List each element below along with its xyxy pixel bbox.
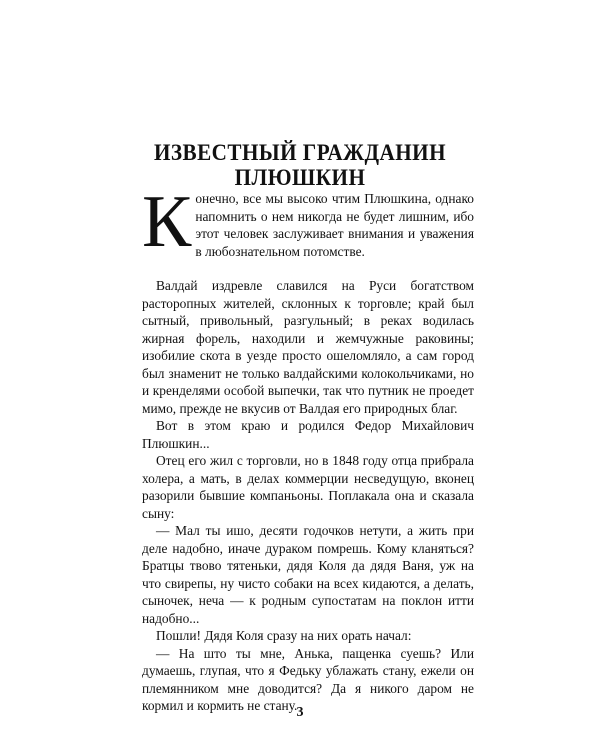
paragraph-1-text: онечно, все мы высоко чтим Плюшкина, однако напомнить о нем никогда не будет лишним, ибо этот человек заслуживает внимания и уважения в любознательном потомстве. [195,191,474,259]
paragraph-5: — Мал ты ишо, десяти годочков нетути, а жить при деле надобно, иначе дураком помрешь. Кому кланяться? Братцы твово тятеньки, дядя Коля да дядя Ваня, уж на что свирепы, ну чисто собаки на всех кидаются, а делать, сыночек, неча — к родным супостатам на поклон итти надобно... [142,523,474,626]
paragraph-7: — На што ты мне, Анька, пащенка суешь? Или думаешь, глупая, что я Федьку ублажать стану, ежели он племянником мне доводится? Да я никого даром не кормил и кормить не стану. [142,645,474,713]
paragraph-1 [142,181,474,263]
chapter-title-line-2: ПЛЮШКИН [234,165,366,190]
page-number: 3 [296,705,304,720]
paragraph-3: Вот в этом краю и родился Федор Михайлович Плюшкин... [142,418,474,451]
paragraph-4: Отец его жил с торговли, но в 1848 году отца прибрала холера, а мать, в делах коммерции несведущую, вконец разорили бывшие компаньоны. Поплакала она и сказала сыну: [142,453,474,521]
paragraph-6: Пошли! Дядя Коля сразу на них орать начал: [156,628,412,643]
paragraph-2: Валдай издревле славился на Руси богатством расторопных жителей, склонных к торговле; край был сытный, привольный, разгульный; в реках водилась жирная форель, находили и жемчужные раковины; изобилие скота в уезде просто ошеломляло, а сам город был знаменит не только валдайскими колокольчиками, но и кренделями особой выпечки, так что путник не проедет мимо, прежде не вкусив от Валдая его природных благ. [142,278,474,416]
drop-cap: К [142,181,192,263]
body-text [142,181,474,715]
chapter-title-line-1: ИЗВЕСТНЫЙ ГРАЖДАНИН [153,140,447,165]
